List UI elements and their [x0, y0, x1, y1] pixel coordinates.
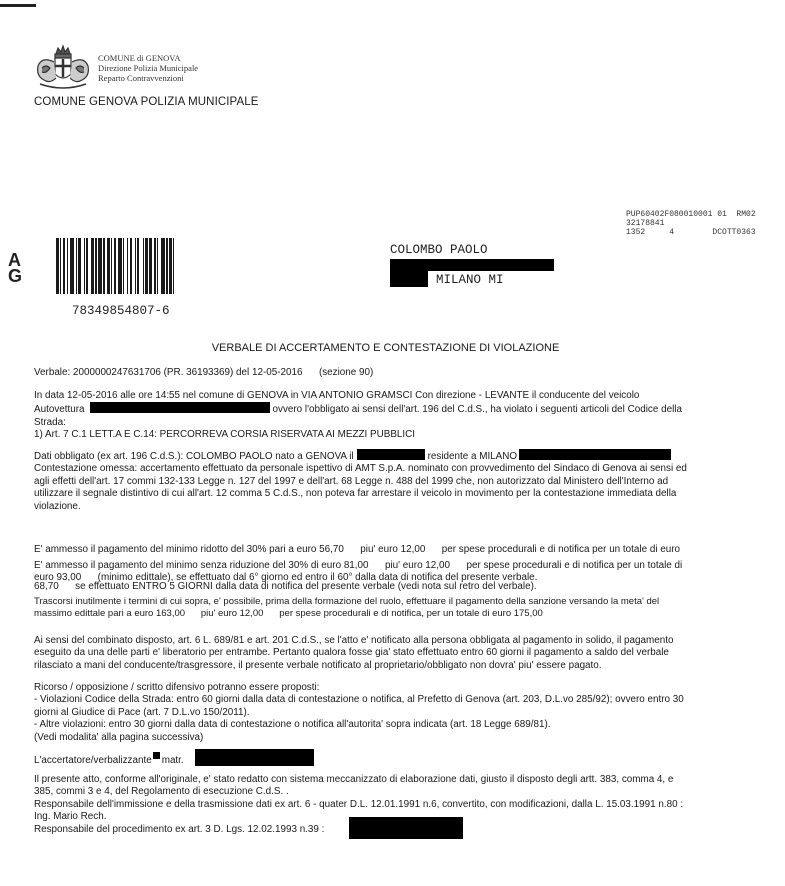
payment-late-paragraph: Trascorsi inutilmente i termini di cui sopra, e' possibile, prima della formazione del ruolo, effettuare il pagamento della sanzione versando la meta' del massimo edittale pari a euro 163,00 piu' euro 12,00 per spese procedurali e di notifica, per un totale di euro 175,00 — [34, 596, 660, 620]
barcode — [56, 238, 177, 294]
redacted-address — [390, 271, 428, 287]
redacted-procedure-manager — [349, 817, 463, 839]
redacted-signature-mark — [153, 752, 160, 759]
redacted-residence — [519, 449, 671, 460]
org-line: COMUNE di GENOVA — [98, 53, 181, 63]
genoa-coat-of-arms-icon — [34, 44, 92, 92]
recipient-name: COLOMBO PAOLO — [390, 243, 488, 257]
redacted-officer-id — [195, 749, 314, 766]
appeal-paragraph: Ricorso / opposizione / scritto difensivo potranno essere proposti: - Violazioni Codice della Strada: entro 60 giorni dalla data di contestazione o notifica, al Prefetto di Genova (art. 203, D.L.vo 285/92); ovvero entro 30 giorni al Giudice di Pace (art. 7 D.L.vo 150/2011). - Altre violazioni: entro 30 giorni dalla data di contestazione o notifica all'autorita' sopra indicata (art. 18 Legge 689/81). (Vedi modalita' alla pagina successiva) — [34, 682, 684, 743]
joint-liability-paragraph: Ai sensi del combinato disposto, art. 6 L. 689/81 e art. 201 C.d.S., se l'atto e' notificato alla persona obbligata al pagamento in solido, il pagamento eseguito da una delle parti e' liberatorio per entrambe. Pertanto qualora fosse gia' stato effettuato entro 60 giorni il pagamento a saldo del verbale rilasciato a mani del conducente/trasgressore, il presente verbale notificato al proprietario/obbligato non dovra' piu' essere pagato. — [34, 635, 674, 671]
barcode-number: 78349854807-6 — [72, 304, 170, 318]
recipient-city: MILANO MI — [436, 273, 504, 287]
document-title: VERBALE DI ACCERTAMENTO E CONTESTAZIONE DI VIOLAZIONE — [211, 342, 560, 354]
redacted-plate — [90, 402, 270, 413]
organization-block — [98, 53, 198, 83]
verbale-number: Verbale: 2000000247631706 (PR. 36193369) del 12-05-2016 (sezione 90) — [34, 367, 374, 378]
footer-paragraph: Il presente atto, conforme all'originale, e' stato redatto con sistema meccanizzato di elaborazione dati, giusto il disposto degli artt. 383, comma 4, e 385, commi 3 e 4, del Regolamento di esecuzione C.d.S. . Responsabile dell'immissione e della trasmissione dati ex art. 6 - quater D.L. 12.01.1991 n.6, convertito, con modificazioni, dalla L. 15.03.1991 n.80 : Ing. Mario Rech. Responsabile del procedimento ex art. 3 D. Lgs. 12.02.1993 n.39 : — [34, 774, 684, 835]
org-line: Reparto Contravvenzioni — [98, 73, 184, 83]
code-line: PUP60402F080010001 01 RM02 — [626, 210, 756, 219]
redacted-address — [390, 259, 554, 271]
org-line: Direzione Polizia Municipale — [98, 63, 199, 73]
officer-line: L'accertatore/verbalizzante matr. — [34, 752, 184, 767]
code-line: 1352 4 DCOTT0363 — [626, 228, 756, 237]
code-line: 32178841 — [626, 219, 665, 228]
ag-label: A G — [8, 250, 23, 286]
obligor-paragraph: Dati obbligato (ex art. 196 C.d.S.): COLOMBO PAOLO nato a GENOVA il residente a MILANO Contestazione omessa: accertamento effettuato da personale ispettivo di AMT S.p.A. nominato con provvedimento del Sindaco di Genova ai sensi ed agli effetti dell'art. 17 commi 132-133 Legge n. 127 del 1997 e dell'art. 68 Legge n. 488 del 1999 che, non autorizzato dal Ministero dell'Interno ad utilizzare il segnale distintivo di cui all'art. 12 comma 5 C.d.S., non poteva far arrestare il veicolo in movimento per la contestazione immediata della violazione. — [34, 451, 687, 512]
payment-full-paragraph: E' ammesso il pagamento del minimo senza riduzione del 30% di euro 81,00 piu' euro 12,00 per spese procedurali e di notifica per un totale di euro 93,00 (minimo edittale), se effettuato dal 6° giorno ed entro il 60° dalla data di notifica del presente verbale. — [34, 560, 683, 584]
violation-paragraph: In data 12-05-2016 alle ore 14:55 nel comune di GENOVA in VIA ANTONIO GRAMSCI Con direzione - LEVANTE il conducente del veicolo Autovettura ovvero l'obbligato ai sensi dell'art. 196 del C.d.S., ha violato i seguenti articoli del Codice della Strada: 1) Art. 7 C.1 LETT.A E C.14: PERCORREVA CORSIA RISERVATA AI MEZZI PUBBLICI — [34, 390, 682, 441]
reference-codes — [626, 210, 756, 237]
redacted-birthdate — [357, 449, 425, 460]
scan-mark — [0, 4, 36, 7]
payment-reduced-paragraph: E' ammesso il pagamento del minimo ridotto del 30% pari a euro 56,70 piu' euro 12,00 per spese procedurali e di notifica per un totale di euro 68,70 se effettuato ENTRO 5 GIORNI dalla data di notifica del presente verbale (vedi nota sul retro del verbale). — [34, 543, 681, 593]
agency-name: COMUNE GENOVA POLIZIA MUNICIPALE — [34, 96, 259, 108]
